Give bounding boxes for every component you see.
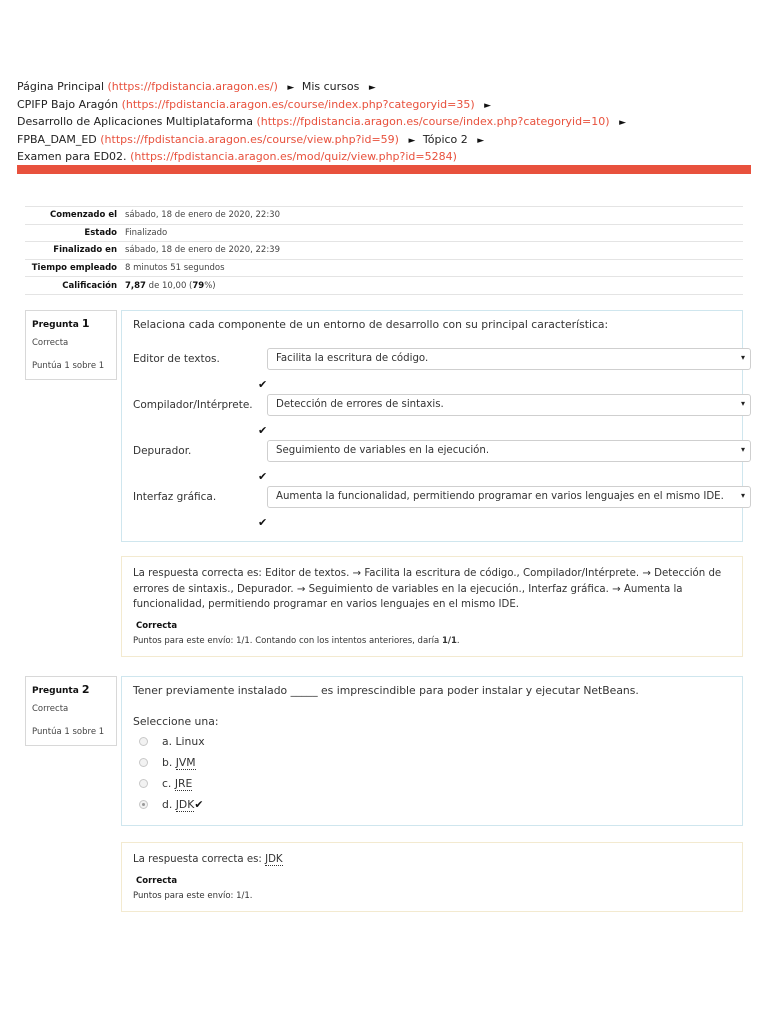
dropdown-arrow-icon: ▾: [740, 445, 745, 454]
question-number: Pregunta 1: [32, 317, 90, 330]
grade-score: 7,87: [125, 280, 146, 291]
right-answer-text: La respuesta correcta es: JDK: [133, 854, 283, 865]
grade-mid: de 10,00 (: [145, 280, 193, 291]
match-label: Interfaz gráfica.: [133, 491, 217, 503]
question-2-feedback: [121, 842, 743, 912]
feedback-points: Puntos para este envío: 1/1.: [133, 891, 253, 901]
answer-option-c[interactable]: c. JRE: [139, 777, 192, 790]
breadcrumb-topic[interactable]: Tópico 2: [422, 132, 468, 146]
breadcrumb-course-link[interactable]: (https://fpdistancia.aragon.es/course/view.php?id=59): [100, 132, 399, 146]
summary-value: 8 minutos 51 segundos: [125, 263, 225, 274]
header-divider-bar: [17, 165, 751, 174]
question-marks: Puntúa 1 sobre 1: [32, 361, 105, 371]
match-select[interactable]: Aumenta la funcionalidad, permitiendo programar en varios lenguajes en el mismo IDE. ▾: [267, 486, 751, 508]
dropdown-arrow-icon: ▾: [740, 353, 745, 362]
radio-button[interactable]: [139, 779, 148, 788]
radio-button-selected[interactable]: [139, 800, 148, 809]
breadcrumb-quiz-label: Examen para ED02.: [17, 150, 127, 163]
feedback-state: Correcta: [136, 875, 178, 886]
summary-row: [25, 259, 743, 277]
radio-button[interactable]: [139, 758, 148, 767]
answer-option-b[interactable]: b. JVM: [139, 756, 196, 769]
breadcrumb-home-link[interactable]: (https://fpdistancia.aragon.es/): [107, 80, 278, 93]
match-label: Depurador.: [133, 445, 192, 457]
correct-check-icon: ✔: [194, 798, 204, 811]
match-select[interactable]: Detección de errores de sintaxis. ▾: [267, 394, 751, 416]
question-text: Relaciona cada componente de un entorno de desarrollo con su principal característica:: [133, 318, 609, 331]
summary-label: Finalizado en: [53, 245, 117, 256]
right-answer-text: La respuesta correcta es: Editor de textos. → Facilita la escritura de código., Compilador/Intérprete. → Detección de errores de sintaxis., Depurador. → Seguimiento de variables en la ejecución., Interfaz gráfica. → Aumenta la funcionalidad, permitiendo programar en varios lenguajes en el mismo IDE.: [133, 568, 722, 610]
grade-value: [125, 277, 743, 295]
summary-value: Finalizado: [125, 227, 168, 238]
breadcrumb-cpifp-label: CPIFP Bajo Aragón: [17, 97, 119, 111]
grade-label: Calificación: [62, 280, 117, 291]
question-text: Tener previamente instalado _____ es imprescindible para poder instalar y ejecutar NetBeans.: [133, 684, 639, 697]
summary-row: [25, 242, 743, 260]
select-prompt: Seleccione una:: [133, 715, 219, 728]
dropdown-arrow-icon: ▾: [740, 491, 745, 500]
match-select[interactable]: Facilita la escritura de código. ▾: [267, 348, 751, 370]
dropdown-arrow-icon: ▾: [740, 399, 745, 408]
breadcrumb-separator-icon: ►: [287, 83, 295, 93]
breadcrumb-course-label: FPBA_DAM_ED: [17, 132, 97, 146]
summary-label: Comenzado el: [50, 210, 117, 221]
question-number: Pregunta 2: [32, 683, 90, 696]
breadcrumb-separator-icon: ►: [484, 100, 492, 111]
question-1-content: [121, 310, 743, 542]
match-label: Compilador/Intérprete.: [133, 399, 253, 411]
summary-label: Tiempo empleado: [31, 263, 117, 274]
correct-check-icon: ✔: [258, 378, 268, 391]
correct-check-icon: ✔: [258, 516, 268, 529]
feedback-state: Correcta: [136, 620, 178, 631]
breadcrumb-quiz-link[interactable]: (https://fpdistancia.aragon.es/mod/quiz/view.php?id=5284): [130, 150, 457, 163]
answer-option-d[interactable]: d. JDK✔: [139, 798, 203, 811]
summary-value: sábado, 18 de enero de 2020, 22:39: [125, 245, 281, 256]
match-select[interactable]: Seguimiento de variables en la ejecución. ▾: [267, 440, 751, 462]
question-2-content: [121, 676, 743, 826]
breadcrumb-cpifp-link[interactable]: (https://fpdistancia.aragon.es/course/index.php?categoryid=35): [121, 97, 475, 111]
radio-button[interactable]: [139, 737, 148, 746]
question-marks: Puntúa 1 sobre 1: [32, 727, 105, 737]
breadcrumb-separator-icon: ►: [408, 135, 416, 146]
correct-check-icon: ✔: [258, 424, 268, 437]
correct-check-icon: ✔: [258, 470, 268, 483]
breadcrumb-separator-icon: ►: [619, 118, 626, 128]
breadcrumb: [17, 79, 757, 165]
question-1-info: [25, 310, 117, 380]
match-label: Editor de textos.: [133, 353, 220, 365]
question-state: Correcta: [32, 704, 69, 714]
question-2-info: [25, 676, 117, 746]
question-1-feedback: [121, 556, 743, 657]
feedback-points: Puntos para este envío: 1/1. Contando con los intentos anteriores, daría 1/1.: [133, 636, 460, 646]
breadcrumb-separator-icon: ►: [368, 83, 376, 93]
breadcrumb-mis-cursos[interactable]: Mis cursos: [301, 80, 360, 93]
grade-end: %): [204, 280, 216, 291]
summary-row: [25, 207, 743, 225]
summary-row-grade: [25, 277, 743, 295]
breadcrumb-dam-link[interactable]: (https://fpdistancia.aragon.es/course/index.php?categoryid=10): [256, 115, 610, 128]
attempt-summary-table: [25, 206, 743, 295]
summary-label: Estado: [84, 227, 117, 238]
grade-percent: 79: [192, 280, 205, 291]
summary-row: [25, 224, 743, 242]
breadcrumb-separator-icon: ►: [477, 135, 485, 146]
question-state: Correcta: [32, 338, 69, 348]
breadcrumb-dam-label: Desarrollo de Aplicaciones Multiplataforma: [17, 115, 253, 128]
answer-option-a[interactable]: a. Linux: [139, 735, 205, 748]
summary-value: sábado, 18 de enero de 2020, 22:30: [125, 210, 281, 221]
breadcrumb-home-label: Página Principal: [17, 80, 105, 93]
